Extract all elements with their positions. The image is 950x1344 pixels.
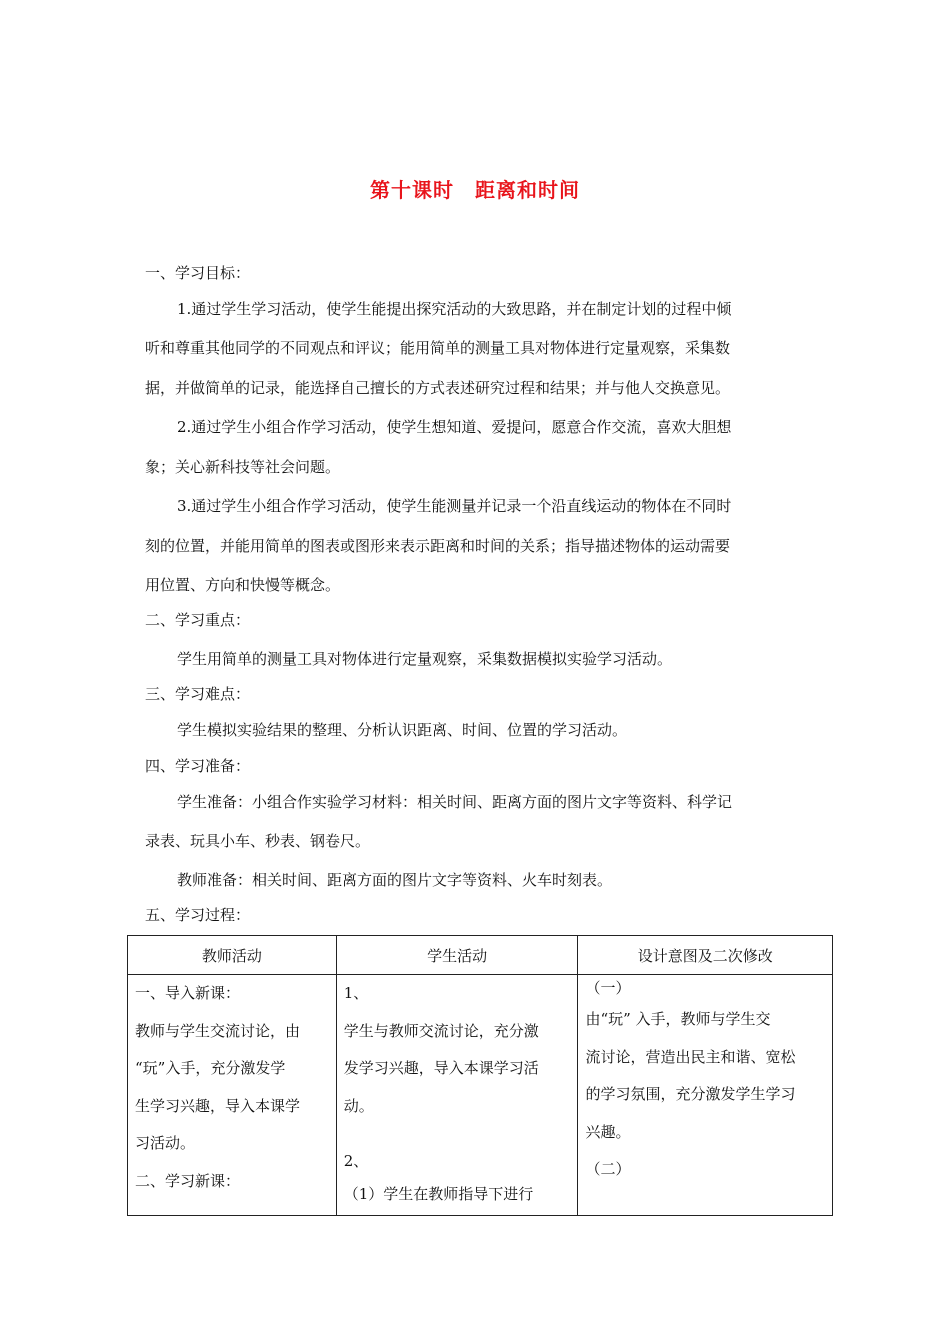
design-intent-cell: （一） 由“玩” 入手，教师与学生交 流讨论，营造出民主和谐、宽松 的学习氛围，充分激发学生学习 兴趣。 （二） [578,975,833,1216]
paragraph-line: 3.通过学生小组合作学习活动，使学生能测量并记录一个沿直线运动的物体在不同时 [177,497,732,515]
paragraph-line: 学生准备：小组合作实验学习材料：相关时间、距离方面的图片文字等资料、科学记 [177,793,733,811]
teacher-activity-cell: 一、导入新课： 教师与学生交流讨论，由 “玩”入手，充分激发学 生学习兴趣，导入本课学 习活动。 二、学习新课： [128,975,337,1216]
section-heading-preparation: 四、学习准备： [145,757,251,775]
section-heading-difficulties: 三、学习难点： [145,685,251,703]
paragraph-line: 录表、玩具小车、秒表、钢卷尺。 [145,832,371,850]
paragraph-line: 学生用简单的测量工具对物体进行定量观察，采集数据模拟实验学习活动。 [177,650,673,668]
table-header-row [128,936,833,975]
section-heading-process: 五、学习过程： [145,906,251,924]
section-heading-objectives: 一、学习目标： [145,264,251,282]
learning-process-table [127,935,833,1216]
header-design-intent: 设计意图及二次修改 [578,936,833,975]
paragraph-line: 教师准备：相关时间、距离方面的图片文字等资料、火车时刻表。 [177,871,613,889]
paragraph-line: 用位置、方向和快慢等概念。 [145,576,341,594]
paragraph-line: 1.通过学生学习活动，使学生能提出探究活动的大致思路，并在制定计划的过程中倾 [177,300,732,318]
table-row [128,975,833,1216]
header-student-activity: 学生活动 [336,936,578,975]
paragraph-line: 刻的位置，并能用简单的图表或图形来表示距离和时间的关系；指导描述物体的运动需要 [145,537,731,555]
paragraph-line: 听和尊重其他同学的不同观点和评议；能用简单的测量工具对物体进行定量观察，采集数 [145,339,731,357]
paragraph-line: 象；关心新科技等社会问题。 [145,458,341,476]
student-activity-cell: 1、 学生与教师交流讨论，充分激 发学习兴趣，导入本课学习活 动。 2、 （1）学生在教师指导下进行 [336,975,578,1216]
paragraph-line: 据，并做简单的记录，能选择自己擅长的方式表述研究过程和结果；并与他人交换意见。 [145,379,731,397]
header-teacher-activity: 教师活动 [128,936,337,975]
document-title: 第十课时 距离和时间 [370,178,580,202]
paragraph-line: 2.通过学生小组合作学习活动，使学生想知道、爱提问，愿意合作交流，喜欢大胆想 [177,418,732,436]
paragraph-line: 学生模拟实验结果的整理、分析认识距离、时间、位置的学习活动。 [177,721,628,739]
section-heading-key-points: 二、学习重点： [145,611,251,629]
